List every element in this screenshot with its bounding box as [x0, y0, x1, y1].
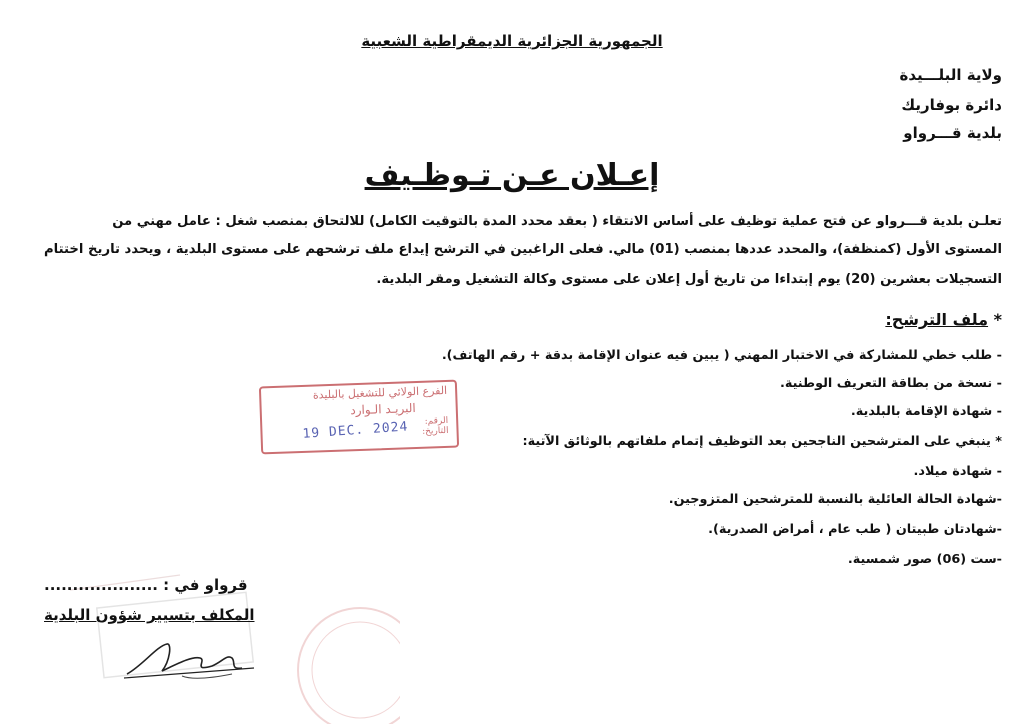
- note-line: * ينبغي على المترشحين الناجحين بعد التوظيف إتمام ملفاتهم بالوثائق الآتية:: [522, 434, 1002, 449]
- stamp-number-label: الرقم:: [424, 415, 449, 427]
- list-item: - نسخة من بطاقة التعريف الوطنية.: [779, 376, 1002, 391]
- stamp-mail-label: البريـد الـوارد: [350, 401, 416, 418]
- announcement-title: إعـلان عـن تـوظـيف: [364, 158, 660, 193]
- intro-line: التسجيلات بعشرين (20) يوم إبتداءا من تاريخ أول إعلان على مستوى وكالة التشغيل ومقر البلدية.: [376, 272, 1002, 287]
- list-item: -ست (06) صور شمسية.: [847, 552, 1002, 567]
- place-date-line: قرواو في : ....................: [44, 576, 248, 594]
- republic-heading: الجمهورية الجزائرية الديمقراطية الشعبية: [361, 32, 663, 50]
- intro-line: المستوى الأول (كمنظفة)، والمحدد عددها بمنصب (01) مالي. فعلى الراغبين في الترشح إيداع ملف ترشحهم على مستوى البلدية ، ويحدد تاريخ اختتام: [44, 242, 1002, 257]
- stamp-date-label: التاريخ:: [421, 425, 449, 437]
- list-item: -شهادة الحالة العائلية بالنسبة للمترشحين المتزوجين.: [668, 492, 1002, 507]
- incoming-mail-stamp: [259, 380, 459, 455]
- intro-line: تعلـن بلدية قـــرواو عن فتح عملية توظيف على أساس الانتقاء ( بعقد محدد المدة بالتوقيت الكامل) للالتحاق بمنصب شغل : عامل مهني من: [112, 214, 1002, 229]
- list-item: -شهادتان طبيتان ( طب عام ، أمراض الصدرية).: [708, 522, 1002, 537]
- stamp-office: الفرع الولائي للتشغيل بالبليدة: [312, 383, 448, 402]
- list-item: - شهادة الإقامة بالبلدية.: [850, 404, 1002, 419]
- stamp-date: 19 DEC. 2024: [302, 419, 409, 442]
- wilaya-line: ولاية البلـــيدة: [899, 66, 1002, 84]
- signatory-title: المكلف بتسيير شؤون البلدية: [44, 606, 255, 624]
- heading-marker: *: [988, 310, 1002, 329]
- handwritten-signature: [122, 636, 262, 686]
- dossier-heading: [885, 310, 1002, 329]
- list-item: - شهادة ميلاد.: [913, 464, 1002, 479]
- list-item: - طلب خطي للمشاركة في الاختبار المهني ( يبين فيه عنوان الإقامة بدقة + رقم الهاتف).: [441, 348, 1002, 363]
- daira-line: دائرة بوفاريك: [901, 96, 1002, 114]
- heading-text: ملف الترشح:: [885, 310, 989, 329]
- baladia-line: بلدية قـــرواو: [903, 124, 1002, 142]
